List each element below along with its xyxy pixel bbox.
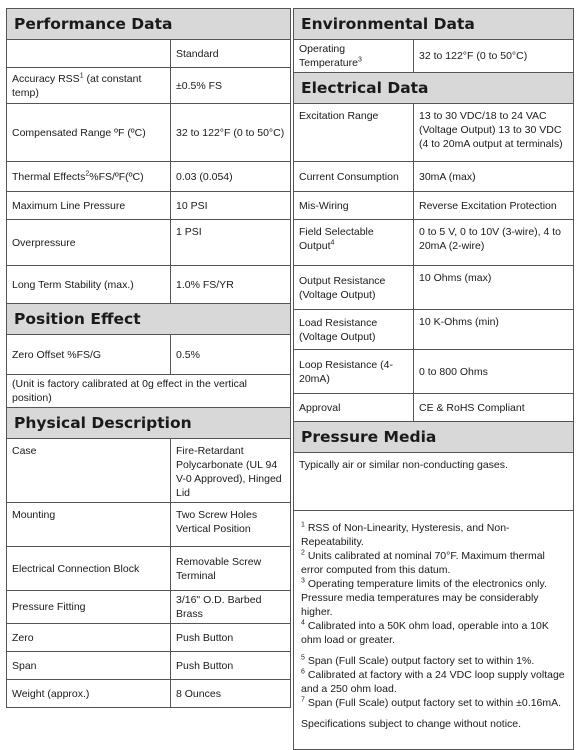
row-label: Approval (294, 394, 414, 422)
footnote: $^4$ Calibrated into a 50K ohm load, operable into a 10K ohm load or greater. (301, 619, 549, 646)
right-spec-table (293, 8, 574, 750)
row-label: Mounting (7, 503, 171, 547)
row-value: 30mA (max) (414, 162, 574, 192)
row-label: Output Resistance (Voltage Output) (294, 266, 414, 310)
table-row (7, 220, 291, 266)
row-value: 0 to 5 V, 0 to 10V (3-wire), 4 to 20mA (2-wire) (414, 220, 574, 266)
environmental-header-row (294, 9, 574, 40)
row-value: 0 to 800 Ohms (414, 350, 574, 394)
electrical-title: Electrical Data (294, 73, 574, 104)
position-header-row (7, 304, 291, 335)
table-row (7, 68, 291, 104)
physical-title: Physical Description (7, 408, 291, 439)
footnote: $^1$ RSS of Non-Linearity, Hysteresis, and Non-Repeatability. (301, 521, 510, 548)
row-value: CE & RoHS Compliant (414, 394, 574, 422)
table-row (294, 394, 574, 422)
table-row (7, 375, 291, 408)
row-label: Weight (approx.) (7, 680, 171, 708)
table-row (294, 350, 574, 394)
row-value: 0.03 (0.054) (171, 162, 291, 192)
row-label: Current Consumption (294, 162, 414, 192)
footnote: $^2$ Units calibrated at nominal 70°F. Maximum thermal error computed from this datum. (301, 549, 545, 576)
row-value: Two Screw Holes Vertical Position (171, 503, 291, 547)
performance-title: Performance Data (7, 9, 291, 40)
footnotes-row (294, 511, 574, 750)
table-row (7, 439, 291, 503)
footnote: $^6$ Calibrated at factory with a 24 VDC loop supply voltage and a 250 ohm load. (301, 668, 565, 695)
column-header-standard: Standard (171, 40, 291, 68)
row-value: 32 to 122°F (0 to 50°C) (414, 40, 574, 73)
row-value: 1 PSI (171, 220, 291, 266)
environmental-title: Environmental Data (294, 9, 574, 40)
row-label: Span (7, 652, 171, 680)
table-row (294, 192, 574, 220)
row-label: Pressure Fitting (7, 591, 171, 624)
row-value: 3/16" O.D. Barbed Brass (171, 591, 291, 624)
row-value: ±0.5% FS (171, 68, 291, 104)
table-row (7, 680, 291, 708)
row-label: Accuracy RSS$^1$ (at constant temp) (7, 68, 171, 104)
row-value: Push Button (171, 624, 291, 652)
row-label: Thermal Effects$^2$%FS/ºF(ºC) (7, 162, 171, 192)
table-row (294, 453, 574, 511)
row-value: 10 PSI (171, 192, 291, 220)
media-title: Pressure Media (294, 422, 574, 453)
table-row (294, 40, 574, 73)
row-label: Compensated Range ºF (ºC) (7, 104, 171, 162)
table-row (294, 162, 574, 192)
footnote: $^7$ Span (Full Scale) output factory set to within ±0.16mA. (301, 696, 562, 709)
table-row (294, 310, 574, 350)
row-label: Loop Resistance (4-20mA) (294, 350, 414, 394)
row-label: Load Resistance (Voltage Output) (294, 310, 414, 350)
row-value: 10 K-Ohms (min) (414, 310, 574, 350)
table-row (7, 547, 291, 591)
table-row (294, 104, 574, 162)
row-value: 32 to 122°F (0 to 50°C) (171, 104, 291, 162)
table-row (7, 192, 291, 220)
row-label: Long Term Stability (max.) (7, 266, 171, 304)
row-value: 10 Ohms (max) (414, 266, 574, 310)
row-value: 0.5% (171, 335, 291, 375)
row-label: Operating Temperature$^3$ (294, 40, 414, 73)
row-value: Push Button (171, 652, 291, 680)
row-label: Zero (7, 624, 171, 652)
table-row (7, 335, 291, 375)
disclaimer: Specifications subject to change without notice. (301, 718, 522, 730)
table-row (294, 220, 574, 266)
row-label: Maximum Line Pressure (7, 192, 171, 220)
media-header-row (294, 422, 574, 453)
table-row (7, 266, 291, 304)
row-value: Reverse Excitation Protection (414, 192, 574, 220)
row-value: Removable Screw Terminal (171, 547, 291, 591)
row-label: Excitation Range (294, 104, 414, 162)
table-row (7, 591, 291, 624)
table-row (7, 503, 291, 547)
footnote: $^3$ Operating temperature limits of the electronics only. Pressure media temperatures may be considerably higher. (301, 577, 547, 618)
row-value: 13 to 30 VDC/18 to 24 VAC (Voltage Output) 13 to 30 VDC (4 to 20mA output at terminals) (414, 104, 574, 162)
row-label: Case (7, 439, 171, 503)
table-row (294, 266, 574, 310)
physical-header-row (7, 408, 291, 439)
row-value: 1.0% FS/YR (171, 266, 291, 304)
footnote: $^5$ Span (Full Scale) output factory set to within 1%. (301, 654, 535, 667)
row-label: Field Selectable Output$^4$ (294, 220, 414, 266)
position-title: Position Effect (7, 304, 291, 335)
row-label: Electrical Connection Block (7, 547, 171, 591)
position-note: (Unit is factory calibrated at 0g effect in the vertical position) (7, 375, 291, 408)
left-spec-table (6, 8, 291, 708)
table-row (7, 162, 291, 192)
media-description: Typically air or similar non-conducting gases. (294, 453, 574, 511)
row-label: Zero Offset %FS/G (7, 335, 171, 375)
table-row (7, 104, 291, 162)
table-row (7, 652, 291, 680)
row-label: Overpressure (7, 220, 171, 266)
row-value: Fire-Retardant Polycarbonate (UL 94 V-0 Approved), Hinged Lid (171, 439, 291, 503)
table-row (7, 624, 291, 652)
performance-header-row (7, 9, 291, 40)
footnotes-cell (294, 511, 574, 750)
table-row (7, 40, 291, 68)
electrical-header-row (294, 73, 574, 104)
row-label: Mis-Wiring (294, 192, 414, 220)
row-value: 8 Ounces (171, 680, 291, 708)
